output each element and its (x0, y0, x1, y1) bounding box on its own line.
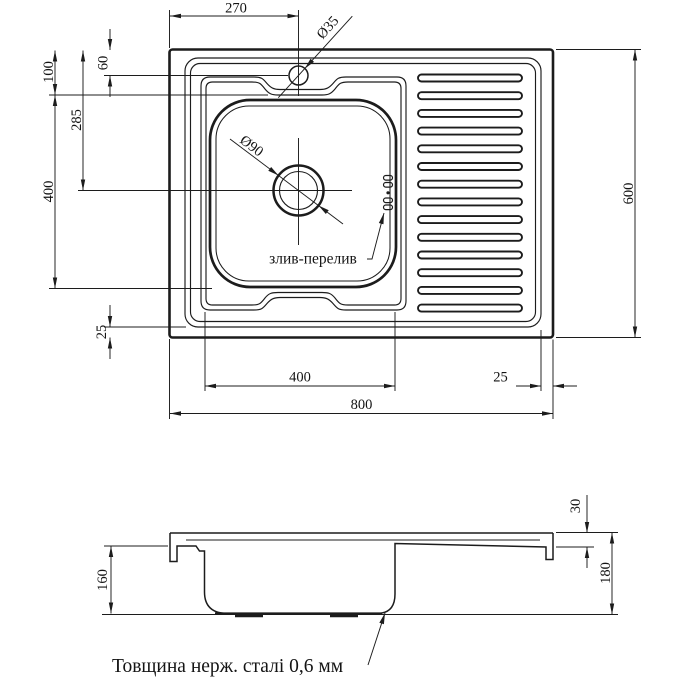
dim-30-label: 30 (568, 498, 584, 514)
drainboard-ridge (418, 216, 522, 223)
dim-800-label: 800 (350, 397, 373, 413)
drainboard-ridge (418, 145, 522, 152)
extension-lines-side-view (102, 533, 618, 615)
drainboard-ridge (418, 128, 522, 135)
drainboard-ridge (418, 92, 522, 99)
drainboard-ridge (418, 269, 522, 276)
dim-100-label: 100 (41, 61, 57, 83)
drainboard-ridge (418, 110, 522, 117)
thickness-note-label: Товщина нерж. сталі 0,6 мм (112, 656, 344, 677)
drainboard-ridge (418, 252, 522, 259)
bowl-flange-inner (206, 82, 401, 305)
drainboard-ridge (418, 287, 522, 294)
side-profile (170, 533, 553, 614)
drainboard-ridge (418, 75, 522, 82)
drainboard-ridge (418, 181, 522, 188)
faucet-diameter-leader (278, 16, 352, 98)
drainboard-ridges (418, 75, 522, 312)
drainboard-ridge (418, 234, 522, 241)
dim-600-label: 600 (621, 182, 637, 205)
drain-diameter-label: Ø90 (236, 132, 267, 161)
dim-25-left-label: 25 (94, 324, 110, 340)
dim-180-label: 180 (598, 562, 614, 584)
overflow-icon (384, 176, 393, 210)
drainboard-ridge (418, 305, 522, 312)
overflow-label: злив-перелив (269, 250, 357, 268)
dim-160-label: 160 (95, 569, 111, 591)
rim-line-inner (191, 64, 536, 322)
side-view (95, 495, 618, 677)
faucet-diameter-label: Ø35 (313, 13, 343, 43)
drainboard-ridge (418, 163, 522, 170)
dim-25-bottom-label: 25 (493, 369, 508, 386)
dim-270-label: 270 (225, 0, 247, 17)
drainboard-ridge (418, 198, 522, 205)
dim-400-bottom-label: 400 (289, 369, 311, 386)
dim-285-label: 285 (69, 109, 85, 131)
top-view (41, 1, 641, 420)
dim-400-left-label: 400 (41, 180, 57, 203)
dim-60-label: 60 (95, 55, 112, 71)
dimension-lines-side-view (111, 495, 612, 615)
